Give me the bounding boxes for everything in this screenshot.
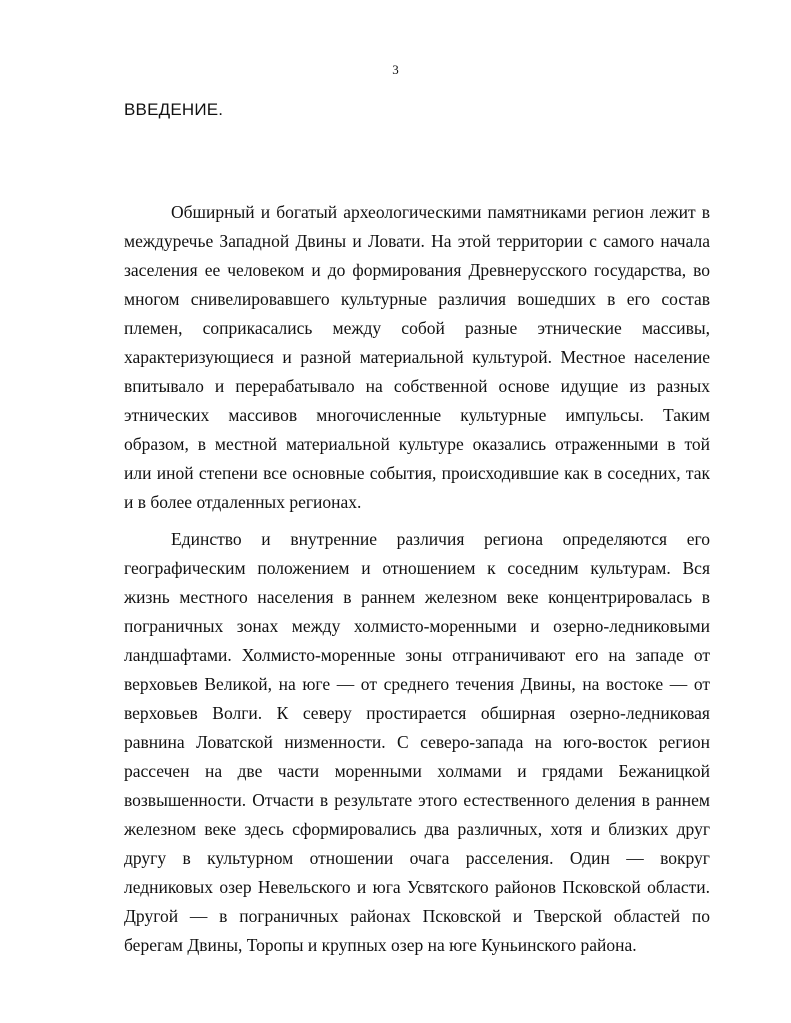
- text-line: этнических массивов многочисленные культурные импульсы. Таким: [124, 405, 710, 425]
- text-line: Единство и внутренние различия региона определяются его: [171, 529, 710, 549]
- text-line: или иной степени все основные события, происходившие как в соседних, так: [124, 463, 710, 483]
- text-line: верховьев Волги. К северу простирается обширная озерно-ледниковая: [124, 703, 710, 723]
- text-line: другу в культурном отношении очага расселения. Один — вокруг: [124, 848, 710, 868]
- body-text: [124, 198, 710, 960]
- text-line: равнина Ловатской низменности. С северо-запада на юго-восток регион: [124, 732, 710, 752]
- text-line: впитывало и перерабатывало на собственной основе идущие из разных: [124, 376, 710, 396]
- text-line: ледниковых озер Невельского и юга Усвятского районов Псковской области.: [124, 877, 710, 897]
- text-line: и в более отдаленных регионах.: [124, 492, 362, 512]
- text-line: многом снивелировавшего культурные различия вошедших в его состав: [124, 289, 710, 309]
- text-line: жизнь местного населения в раннем железном веке концентрировалась в: [124, 587, 710, 607]
- text-line: верховьев Великой, на юге — от среднего течения Двины, на востоке — от: [124, 674, 710, 694]
- text-line: заселения ее человеком и до формирования Древнерусского государства, во: [124, 260, 710, 280]
- paragraph-1: [124, 198, 710, 517]
- text-line: Другой — в пограничных районах Псковской и Тверской областей по: [124, 906, 710, 926]
- text-line: берегам Двины, Торопы и крупных озер на юге Куньинского района.: [124, 935, 637, 955]
- text-line: географическим положением и отношением к соседним культурам. Вся: [124, 558, 710, 578]
- text-line: железном веке здесь сформировались два различных, хотя и близких друг: [124, 819, 710, 839]
- text-line: рассечен на две части моренными холмами и грядами Бежаницкой: [124, 761, 710, 781]
- page-number: 3: [392, 62, 399, 77]
- text-line: образом, в местной материальной культуре оказались отраженными в той: [124, 434, 710, 454]
- text-line: пограничных зонах между холмисто-моренными и озерно-ледниковыми: [124, 616, 710, 636]
- text-line: характеризующиеся и разной материальной культурой. Местное население: [124, 347, 710, 367]
- text-line: Обширный и богатый археологическими памятниками регион лежит в: [171, 202, 710, 222]
- section-heading: ВВЕДЕНИЕ.: [124, 100, 224, 119]
- text-line: возвышенности. Отчасти в результате этого естественного деления в раннем: [124, 790, 710, 810]
- paragraph-2: [124, 525, 710, 960]
- text-line: племен, соприкасались между собой разные этнические массивы,: [124, 318, 710, 338]
- text-line: междуречье Западной Двины и Ловати. На этой территории с самого начала: [124, 231, 710, 251]
- text-line: ландшафтами. Холмисто-моренные зоны отграничивают его на западе от: [124, 645, 710, 665]
